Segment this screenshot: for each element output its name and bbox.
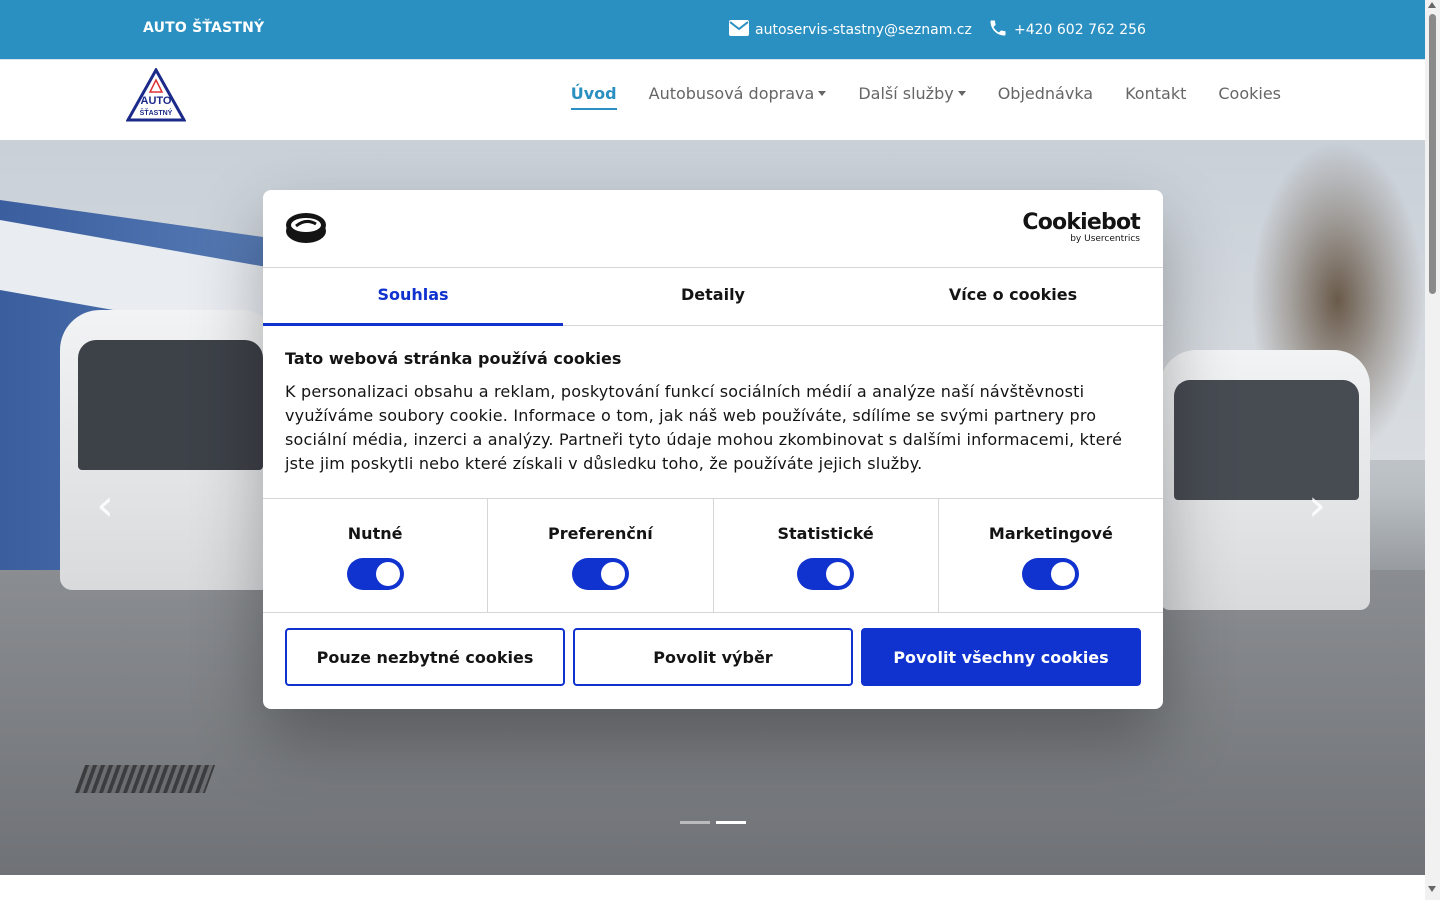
brand-name: AUTO ŠŤASTNÝ	[143, 20, 265, 36]
carousel-next-icon[interactable]: ›	[1308, 480, 1326, 531]
dialog-tabs	[263, 268, 1163, 326]
envelope-icon	[729, 20, 749, 36]
category-statisticke: Statistické	[714, 499, 939, 612]
caret-down-icon	[958, 91, 966, 96]
tab-vice-o-cookies[interactable]: Více o cookies	[948, 285, 1078, 304]
toggle-statisticke[interactable]	[797, 558, 854, 590]
carousel-indicator-2[interactable]	[716, 821, 746, 824]
svg-text:ŠŤASTNÝ: ŠŤASTNÝ	[139, 110, 173, 117]
main-nav	[539, 84, 1281, 103]
scroll-thumb[interactable]	[1429, 14, 1436, 294]
category-marketingove: Marketingové	[939, 499, 1163, 612]
nav-item-autobusova-doprava[interactable]: Autobusová doprava	[649, 84, 827, 103]
email-contact[interactable]	[729, 18, 972, 38]
dialog-header	[263, 190, 1163, 268]
tab-souhlas[interactable]: Souhlas	[263, 268, 563, 325]
dialog-heading: Tato webová stránka používá cookies	[285, 349, 622, 368]
top-bar	[0, 0, 1425, 59]
cookie-categories	[263, 498, 1163, 613]
dialog-buttons	[285, 628, 1141, 686]
toggle-marketingove[interactable]	[1022, 558, 1079, 590]
scroll-down-arrow-icon[interactable]	[1428, 886, 1436, 892]
hero-drain-grate	[75, 765, 215, 793]
phone-text[interactable]: +420 602 762 256	[1014, 22, 1146, 38]
phone-icon	[988, 18, 1008, 38]
navbar	[0, 59, 1425, 141]
cookiebot-brand[interactable]: Cookiebot by Usercentrics	[1022, 210, 1140, 244]
scrollbar[interactable]	[1425, 0, 1440, 900]
nav-item-dalsi-sluzby[interactable]: Další služby	[858, 84, 965, 103]
carousel-indicator-1[interactable]	[680, 821, 710, 824]
nav-item-objednavka[interactable]: Objednávka	[997, 84, 1094, 103]
scroll-up-arrow-icon[interactable]	[1428, 2, 1436, 8]
svg-text:AUTO: AUTO	[140, 95, 172, 107]
only-necessary-button[interactable]: Pouze nezbytné cookies	[285, 628, 565, 686]
auto-stastny-logo[interactable]	[126, 68, 186, 122]
cookie-consent-dialog	[263, 190, 1163, 709]
nav-item-uvod[interactable]: Úvod	[570, 84, 617, 103]
carousel-indicators	[680, 821, 752, 824]
tab-detaily[interactable]: Detaily	[681, 285, 745, 304]
dialog-body	[285, 348, 1145, 476]
email-text[interactable]: autoservis-stastny@seznam.cz	[755, 22, 972, 38]
category-preferencni: Preferenční	[488, 499, 713, 612]
toggle-preferencni[interactable]	[572, 558, 629, 590]
allow-all-button[interactable]: Povolit všechny cookies	[861, 628, 1141, 686]
carousel-prev-icon[interactable]: ‹	[96, 480, 114, 531]
nav-item-kontakt[interactable]: Kontakt	[1125, 84, 1187, 103]
nav-item-cookies[interactable]: Cookies	[1218, 84, 1281, 103]
category-nutne: Nutné	[263, 499, 488, 612]
dialog-text: K personalizaci obsahu a reklam, poskytování funkcí sociálních médií a analýze naší návštěvnosti využíváme soubory cookie. Informace o tom, jak náš web používáte, sdílíme se svými partnery pro sociální média, inzerci a analýzy. Partneři tyto údaje mohou zkombinovat s dalšími informacemi, které jste jim poskytli nebo které získali v důsledku toho, že používáte jejich služby.	[285, 382, 1123, 473]
hero-bus-right	[1160, 350, 1370, 610]
caret-down-icon	[818, 91, 826, 96]
cookie-logo-icon	[285, 212, 327, 244]
toggle-nutne[interactable]	[347, 558, 404, 590]
phone-contact[interactable]	[988, 18, 1146, 38]
allow-selection-button[interactable]: Povolit výběr	[573, 628, 853, 686]
hero-bus-left	[60, 310, 280, 590]
